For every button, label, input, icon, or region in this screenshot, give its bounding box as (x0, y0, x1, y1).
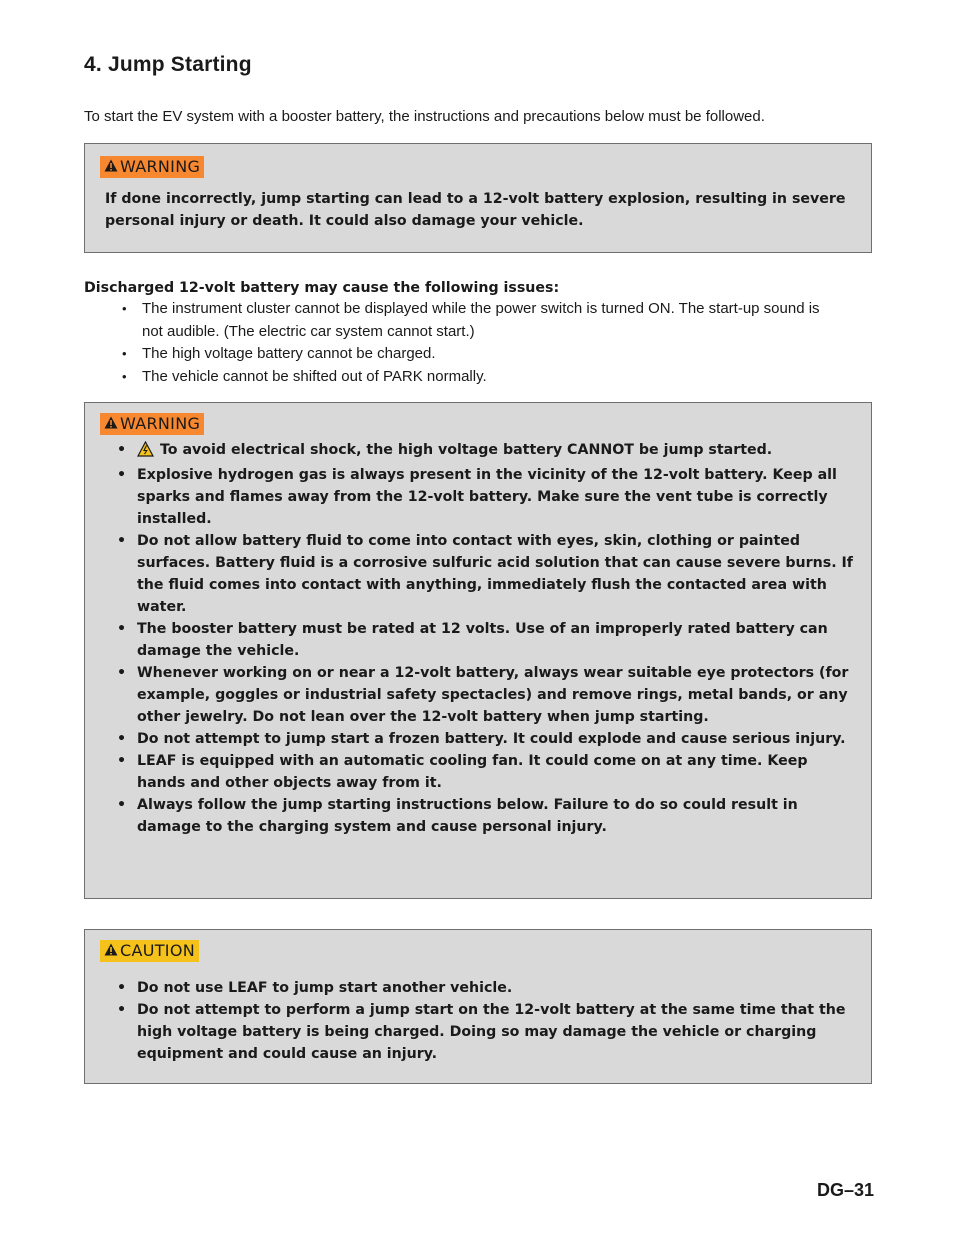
warning-triangle-icon (104, 940, 118, 962)
list-item: • The vehicle cannot be shifted out of PARK normally. (120, 366, 840, 389)
warning-triangle-icon (104, 156, 118, 178)
warning-triangle-icon (104, 413, 118, 435)
list-item: • The instrument cluster cannot be displayed while the power switch is turned ON. The start-up sound is not audible. (The electric car system cannot start.) (120, 298, 840, 343)
warning-list (115, 439, 860, 838)
list-item: • To avoid electrical shock, the high voltage battery CANNOT be jump started. (115, 439, 860, 464)
warning-box-explosion (84, 143, 872, 253)
warning-box-precautions (84, 402, 872, 899)
issues-list (120, 298, 840, 388)
list-item: • Do not use LEAF to jump start another vehicle. (115, 977, 860, 999)
warning-badge-label: WARNING (120, 157, 201, 176)
warning-badge (100, 413, 204, 435)
issues-heading: Discharged 12-volt battery may cause the following issues: (84, 280, 560, 296)
intro-paragraph: To start the EV system with a booster battery, the instructions and precautions below must be followed. (84, 108, 765, 125)
high-voltage-icon (137, 441, 154, 464)
list-item: • LEAF is equipped with an automatic cooling fan. It could come on at any time. Keep hands and other objects away from it. (115, 750, 860, 794)
caution-box (84, 929, 872, 1084)
list-item: • Whenever working on or near a 12-volt battery, always wear suitable eye protectors (for example, goggles or industrial safety spectacles) and remove rings, metal bands, or any other jewelry. Do not lean over the 12-volt battery when jump starting. (115, 662, 860, 728)
caution-list (115, 977, 860, 1065)
list-item: • The booster battery must be rated at 12 volts. Use of an improperly rated battery can damage the vehicle. (115, 618, 860, 662)
warning-badge-label: WARNING (120, 414, 201, 433)
list-item: • Always follow the jump starting instructions below. Failure to do so could result in damage to the charging system and cause personal injury. (115, 794, 860, 838)
list-item: • Do not attempt to perform a jump start on the 12-volt battery at the same time that the high voltage battery is being charged. Doing so may damage the vehicle or charging equipment and could cause an injury. (115, 999, 860, 1065)
list-item: • Do not attempt to jump start a frozen battery. It could explode and cause serious injury. (115, 728, 860, 750)
caution-badge (100, 940, 199, 962)
caution-badge-label: CAUTION (120, 941, 195, 960)
warning-text: If done incorrectly, jump starting can lead to a 12-volt battery explosion, resulting in severe personal injury or death. It could also damage your vehicle. (105, 191, 846, 229)
list-item: • Explosive hydrogen gas is always present in the vicinity of the 12-volt battery. Keep all sparks and flames away from the 12-volt battery. Make sure the vent tube is correctly installed. (115, 464, 860, 530)
list-item: • Do not allow battery fluid to come into contact with eyes, skin, clothing or painted surfaces. Battery fluid is a corrosive sulfuric acid solution that can cause severe burns. If the fluid comes into contact with anything, immediately flush the contacted area with water. (115, 530, 860, 618)
section-title: 4. Jump Starting (84, 53, 252, 76)
page-number: DG–31 (816, 1180, 874, 1200)
warning-badge (100, 156, 204, 178)
list-item: • The high voltage battery cannot be charged. (120, 343, 840, 366)
